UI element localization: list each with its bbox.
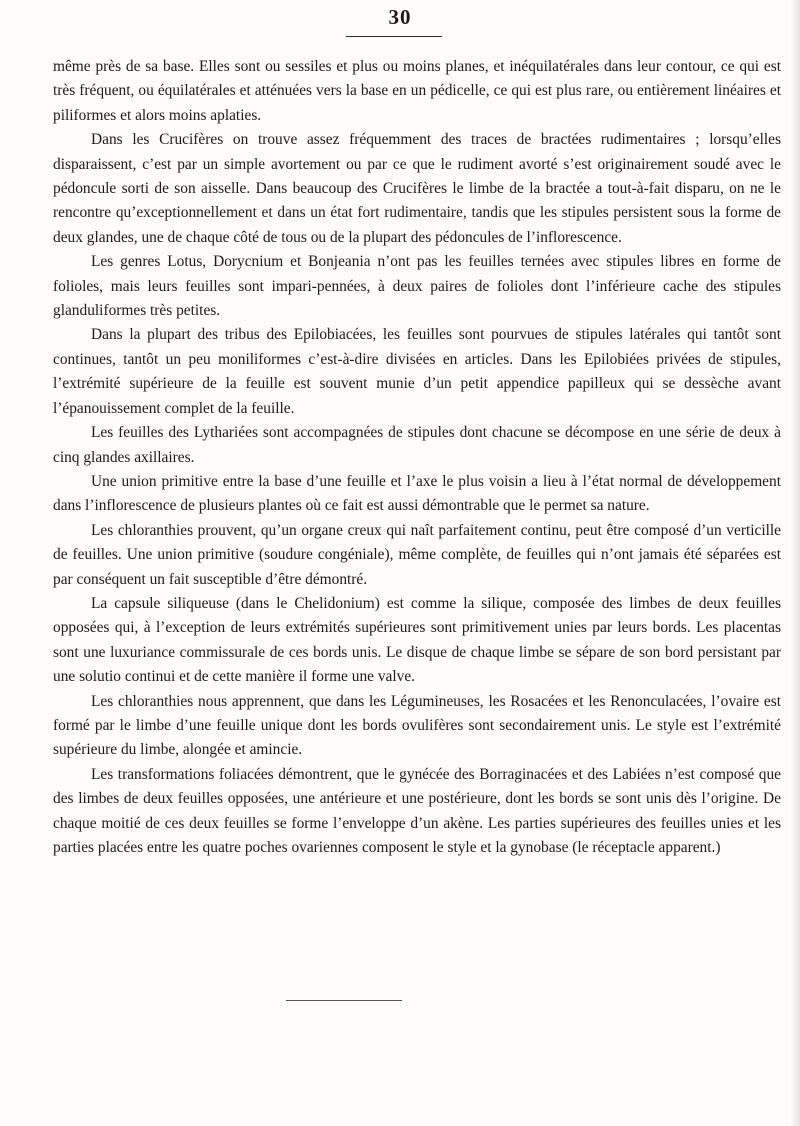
text-line: Le style est l’extrémité supérieure du limbe, alongée et amincie. [53,716,781,759]
text-line: composé que des limbes de deux feuilles opposées, une antérieure et une postérieure, dont les bords [53,765,781,808]
text-line: Les genres Lotus, Dorycnium et Bonjeania n’ont pas les feuilles ternées avec stipules libres [91,253,695,271]
paragraph [53,763,781,861]
text-line: pédoncules de l’inflorescence. [435,228,622,246]
paragraph [53,128,781,250]
paragraph [53,690,781,763]
text-line: Dans la plupart des tribus des Epilobiacées, les feuilles sont pourvues de stipules latérales qui [91,326,707,344]
text-line: sa nature. [590,497,650,515]
text-line: disparaissent, c’est par un simple avortement ou par ce que le rudiment avorté s’est originairement soudé [53,155,730,173]
paragraph [53,519,781,592]
text-line: cache des stipules glanduliformes très petites. [53,277,781,320]
paragraph [53,592,781,690]
text-line: disparu, on ne le rencontre qu’exceptionnellement et dans un état fort rudimentaire, tandis que les [53,180,781,222]
paragraph [53,323,781,421]
text-line: composent le style et la gynobase (le réceptacle apparent.) [361,839,721,856]
text-line: avec le pédoncule sorti de son aisselle. Dans beaucoup des Crucifères le limbe de la bractée a tout-à-fait [53,155,781,198]
body-text [53,55,781,860]
text-line: deux feuilles opposées qui, à l’exception de leurs extrémités supérieures sont primitivement unies par [53,594,781,637]
text-line: Les chloranthies prouvent, qu’un organe creux qui naît parfaitement continu, peut être composé [91,521,689,539]
text-line: l’ovaire est formé par le limbe d’une feuille unique dont les bords ovulifères sont secondairement unis. [53,692,781,734]
text-line: Une union primitive entre la base d’une feuille et l’axe le plus voisin a lieu à l’état normal de [91,472,683,490]
paragraph [53,250,781,323]
text-line: Dans les Crucifères on trouve assez fréquemment des traces de bractées rudimentaires ; lorsqu’elles [91,131,781,149]
text-line: limbe se sépare de son bord persistant par une solutio continui et de cette manière il forme [53,643,781,686]
text-line: même près de sa base. Elles sont ou sessiles et plus ou moins planes, et inéquilatérales dans leur [53,58,661,75]
text-line: Les parties supérieures des feuilles unies et les parties placées entre les quatre poches ovariennes [53,814,781,856]
text-line: une valve. [351,668,415,686]
footer-rule [286,1000,402,1001]
text-line: est plus rare, ou entièrement linéaires et piliformes et alors moins aplaties. [53,82,781,124]
paragraph [53,55,781,128]
header-rule [346,36,442,37]
text-line: privées de stipules, l’extrémité supérieure de la feuille est souvent munie d’un petit appendice papilleux [53,350,781,393]
text-line: développement dans l’inflorescence de plusieurs plantes où ce fait est aussi démontrable que le permet [53,472,781,515]
text-line: tantôt sont continues, tantôt un peu moniliformes c’est-à-dire divisées en articles. Dans les Epilobiées [53,326,781,368]
text-line: d’un verticille de feuilles. Une union primitive (soudure congéniale), même complète, de feuilles qui [53,521,781,564]
text-line: série de deux à cinq glandes axillaires. [53,424,781,466]
text-line: Les transformations foliacées démontrent, que le gynécée des Borraginacées et des Labiées n’est [91,765,695,783]
text-line: leurs bords. Les placentas sont une luxuriance commissurale de ces bords unis. Le disque de chaque [53,619,781,661]
text-line: Les feuilles des Lythariées sont accompagnées de stipules dont chacune se décompose en une [91,424,681,442]
page-edge-shadow [790,0,800,1126]
text-line: Les chloranthies nous apprennent, que dans les Légumineuses, les Rosacées et les Renonculacées, [91,692,707,710]
paragraph [53,421,781,470]
text-line: se sont unis dès l’origine. De chaque moitié de ces deux feuilles se forme l’enveloppe d’un akène. [53,790,781,832]
text-line: stipules persistent sous la forme de deux glandes, une de chaque côté de tous ou de la plupart des [53,204,781,246]
text-line: contour, ce qui est très fréquent, ou équilatérales et atténuées vers la base en un pédicelle, ce qui [53,58,781,100]
page-number: 30 [388,5,412,29]
text-line: qui se dessèche avant l’épanouissement complet de la feuille. [53,375,781,417]
text-line: n’ont jamais été séparées est par conséquent un fait susceptible d’être démontré. [53,546,781,588]
paragraph [53,470,781,519]
text-line: en forme de folioles, mais leurs feuilles sont impari-pennées, à deux paires de folioles dont l’inférieure [53,253,781,295]
text-line: La capsule siliqueuse (dans le Chelidonium) est comme la silique, composée des limbes de [91,594,692,612]
